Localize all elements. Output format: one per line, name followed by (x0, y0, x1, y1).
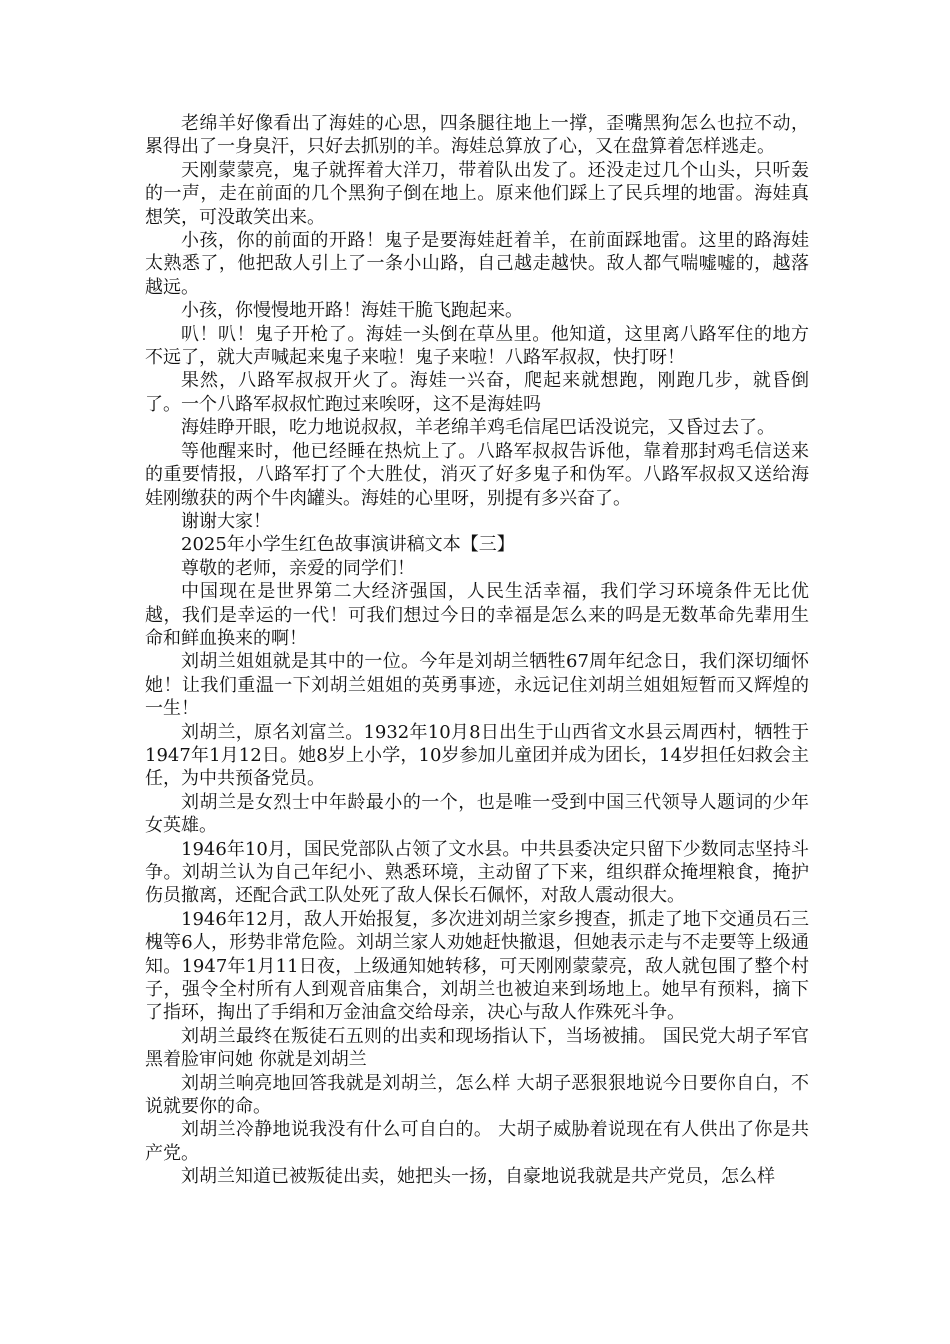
salutation: 尊敬的老师，亲爱的同学们！ (181, 557, 415, 579)
paragraph-21: 刘胡兰知道已被叛徒出卖，她把头一扬，自豪地说我就是共产党员，怎么样 (181, 1166, 775, 1188)
paragraph-1: 老绵羊好像看出了海娃的心思，四条腿往地上一撑，歪嘴黑狗怎么也拉不动，累得出了一身臭汗，只好去抓别的羊。海娃总算放了心，又在盘算着怎样逃走。 (145, 113, 809, 158)
paragraph-14: 刘胡兰，原名刘富兰。1932年10月8日出生于山西省文水县云周西村，牺牲于1947年1月12日。她8岁上小学，10岁参加儿童团并成为团长，14岁担任妇救会主任，为中共预备党员。 (145, 721, 809, 790)
paragraph-9: 谢谢大家！ (181, 510, 271, 532)
paragraph-20: 刘胡兰冷静地说我没有什么可自白的。 大胡子威胁着说现在有人供出了你是共产党。 (145, 1119, 809, 1164)
paragraph-19: 刘胡兰响亮地回答我就是刘胡兰，怎么样 大胡子恶狠狠地说今日要你自白，不说就要你的命。 (145, 1072, 809, 1118)
paragraph-6: 果然，八路军叔叔开火了。海娃一兴奋，爬起来就想跑，刚跑几步，就昏倒了。一个八路军叔叔忙跑过来唉呀，这不是海娃吗 (145, 370, 809, 415)
paragraph-17: 1946年12月，敌人开始报复，多次进刘胡兰家乡搜查，抓走了地下交通员石三槐等6人，形势非常危险。刘胡兰家人劝她赶快撤退，但她表示走与不走要等上级通知。1947年1月11日夜，上级通知她转移，可天刚刚蒙蒙亮，敌人就包围了整个村子，强令全村所有人到观音庙集合，刘胡兰也被迫来到场地上。她早有预料，摘下了指环，掏出了手绢和万金油盒交给母亲，决心与敌人作殊死斗争。 (145, 908, 809, 1024)
section-heading: 2025年小学生红色故事演讲稿文本【三】 (181, 534, 515, 556)
paragraph-8: 等他醒来时，他已经睡在热炕上了。八路军叔叔告诉他，靠着那封鸡毛信送来的重要情报，八路军打了个大胜仗，消灭了好多鬼子和伪军。八路军叔叔又送给海娃刚缴获的两个牛肉罐头。海娃的心里呀，别提有多兴奋了。 (145, 440, 809, 509)
paragraph-2: 天刚蒙蒙亮，鬼子就挥着大洋刀，带着队出发了。还没走过几个山头，只听轰的一声，走在前面的几个黑狗子倒在地上。原来他们踩上了民兵埋的地雷。海娃真想笑，可没敢笑出来。 (145, 159, 809, 228)
paragraph-12: 中国现在是世界第二大经济强国，人民生活幸福，我们学习环境条件无比优越，我们是幸运的一代！可我们想过今日的幸福是怎么来的吗是无数革命先辈用生命和鲜血换来的啊！ (145, 581, 809, 649)
paragraph-7: 海娃睁开眼，吃力地说叔叔，羊老绵羊鸡毛信尾巴话没说完，又昏过去了。 (181, 417, 775, 439)
paragraph-4: 小孩，你慢慢地开路！海娃干脆飞跑起来。 (181, 300, 523, 322)
paragraph-5: 叭！叭！鬼子开枪了。海娃一头倒在草丛里。他知道，这里离八路军住的地方不远了，就大声喊起来鬼子来啦！鬼子来啦！八路军叔叔，快打呀！ (145, 323, 809, 369)
paragraph-3: 小孩，你的前面的开路！鬼子是要海娃赶着羊，在前面踩地雷。这里的路海娃太熟悉了，他把敌人引上了一条小山路，自己越走越快。敌人都气喘嘘嘘的，越落越远。 (145, 230, 809, 298)
paragraph-18: 刘胡兰最终在叛徒石五则的出卖和现场指认下，当场被捕。 国民党大胡子军官黑着脸审问她 你就是刘胡兰 (145, 1025, 809, 1071)
paragraph-13: 刘胡兰姐姐就是其中的一位。今年是刘胡兰牺牲67周年纪念日，我们深切缅怀她！让我们重温一下刘胡兰姐姐的英勇事迹，永远记住刘胡兰姐姐短暂而又辉煌的一生！ (145, 651, 809, 720)
document-page (145, 112, 809, 1189)
paragraph-16: 1946年10月，国民党部队占领了文水县。中共县委决定只留下少数同志坚持斗争。刘胡兰认为自己年纪小、熟悉环境，主动留了下来，组织群众掩埋粮食，掩护伤员撤离，还配合武工队处死了敌人保长石佩怀，对敌人震动很大。 (145, 838, 809, 907)
paragraph-15: 刘胡兰是女烈士中年龄最小的一个，也是唯一受到中国三代领导人题词的少年女英雄。 (145, 791, 809, 837)
